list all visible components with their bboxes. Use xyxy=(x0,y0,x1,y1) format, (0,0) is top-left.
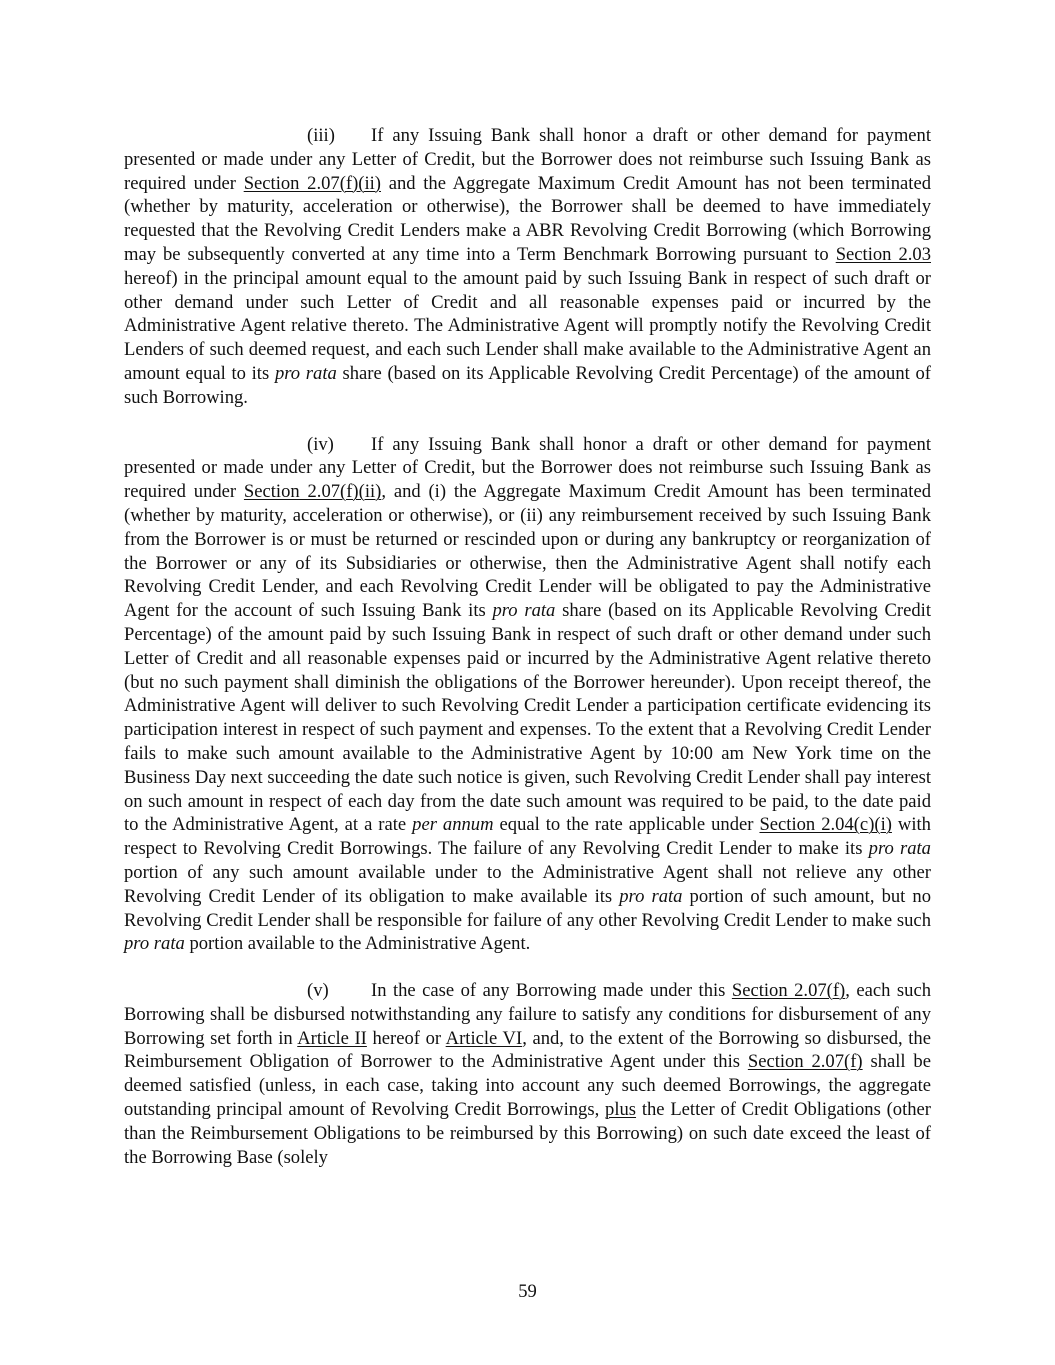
text-segment: share (based on its Applicable Revolving Credit Percentage) of the amount of such Borrowing. xyxy=(124,362,931,408)
text-segment: , and (i) the Aggregate Maximum Credit Amount has been terminated (whether by maturity, acceleration or otherwise), or (ii) any reimbursement received by such Issuing Bank from the Borrower is or must be returned or rescinded upon or during any bankruptcy or reorganization of the Borrower or any of its Subsidiaries or otherwise, then the Administrative Agent shall notify each Revolving Credit Lender, and each Revolving Credit Lender will be obligated to pay the Administrative Agent for the account of such Issuing Bank its xyxy=(124,481,931,622)
italic-term: per annum xyxy=(412,814,494,836)
text-segment: , each such Borrowing shall be disbursed notwithstanding any failure to satisfy any conditions for disbursement of any Borrowing set forth in xyxy=(124,980,931,1049)
text-segment: If any Issuing Bank shall honor a draft or other demand for payment presented or made under any Letter of Credit, but the Borrower does not reimburse such Issuing Bank as required under xyxy=(124,125,931,194)
text-segment: the Letter of Credit Obligations (other than the Reimbursement Obligations to be reimbursed by this Borrowing) on such date exceed the least of the Borrowing Base (solely xyxy=(124,1099,931,1168)
paragraph-number: (v) xyxy=(307,980,329,1002)
italic-term: pro rata xyxy=(124,933,185,955)
italic-term: pro rata xyxy=(619,885,683,907)
section-reference: Section 2.07(f)(ii) xyxy=(243,172,381,194)
text-segment: portion of any such amount available under to the Administrative Agent shall not relieve any other Revolving Credit Lender of its obligation to make available its xyxy=(124,861,931,907)
section-reference: Section 2.07(f)(ii) xyxy=(243,481,382,503)
text-segment: with respect to Revolving Credit Borrowings. The failure of any Revolving Credit Lender to make its xyxy=(124,814,931,860)
paragraph-iv xyxy=(124,433,931,957)
section-reference: Section 2.07(f) xyxy=(731,980,846,1002)
text-segment: equal to the rate applicable under xyxy=(493,814,760,836)
underlined-term: plus xyxy=(605,1099,637,1121)
paragraph-iii xyxy=(124,124,931,410)
paragraph-number: (iii) xyxy=(307,125,335,146)
text-segment: portion available to the Administrative Agent. xyxy=(184,933,531,955)
section-reference: Section 2.03 xyxy=(835,243,931,265)
italic-term: pro rata xyxy=(274,362,337,384)
page-number: 59 xyxy=(518,1281,537,1302)
italic-term: pro rata xyxy=(492,600,556,622)
italic-term: pro rata xyxy=(868,838,931,860)
text-segment: In the case of any Borrowing made under this xyxy=(371,980,732,1002)
paragraph-number: (iv) xyxy=(307,433,334,455)
paragraph-v xyxy=(124,979,931,1169)
text-segment: hereof) in the principal amount equal to the amount paid by such Issuing Bank in respect of such draft or other demand under such Letter of Credit and all reasonable expenses paid or incurred by the Administrative Agent relative thereto. The Administrative Agent will promptly notify the Revolving Credit Lenders of such deemed request, and each such Lender shall make available to the Administrative Agent an amount equal to its xyxy=(124,267,931,384)
text-segment: share (based on its Applicable Revolving Credit Percentage) of the amount paid by such Issuing Bank in respect of such draft or other demand under such Letter of Credit and all reasonable expenses paid or incurred by the Administrative Agent relative thereto (but no such payment shall diminish the obligations of the Borrower hereunder). Upon receipt thereof, the Administrative Agent will deliver to such Revolving Credit Lender a participation certificate evidencing its participation interest in respect of such payment and expenses. To the extent that a Revolving Credit Lender fails to make such amount available to the Administrative Agent by 10:00 am New York time on the Business Day next succeeding the date such notice is given, such Revolving Credit Lender shall pay interest on such amount in respect of each day from the date such amount was required to be paid, to the date paid to the Administrative Agent, at a rate xyxy=(124,600,931,836)
article-reference: Article II xyxy=(297,1027,367,1049)
article-reference: Article VI xyxy=(445,1027,523,1049)
text-segment: , and, to the extent of the Borrowing so disbursed, the Reimbursement Obligation of Borrower to the Administrative Agent under this xyxy=(124,1027,931,1073)
section-reference: Section 2.07(f) xyxy=(747,1051,863,1073)
document-body xyxy=(124,124,931,1192)
section-reference: Section 2.04(c)(i) xyxy=(759,814,892,836)
text-segment: and the Aggregate Maximum Credit Amount has not been terminated (whether by maturity, acceleration or otherwise), the Borrower shall be deemed to have immediately requested that the Revolving Credit Lenders make a ABR Revolving Credit Borrowing (which Borrowing may be subsequently converted at any time into a Term Benchmark Borrowing pursuant to xyxy=(124,172,931,265)
text-segment: portion of such amount, but no Revolving Credit Lender shall be responsible for failure of any other Revolving Credit Lender to make such xyxy=(124,885,931,931)
text-segment: shall be deemed satisfied (unless, in each case, taking into account any such deemed Borrowings, the aggregate outstanding principal amount of Revolving Credit Borrowings, xyxy=(124,1051,931,1121)
text-segment: If any Issuing Bank shall honor a draft or other demand for payment presented or made under any Letter of Credit, but the Borrower does not reimburse such Issuing Bank as required under xyxy=(124,433,931,503)
text-segment: hereof or xyxy=(366,1027,446,1049)
